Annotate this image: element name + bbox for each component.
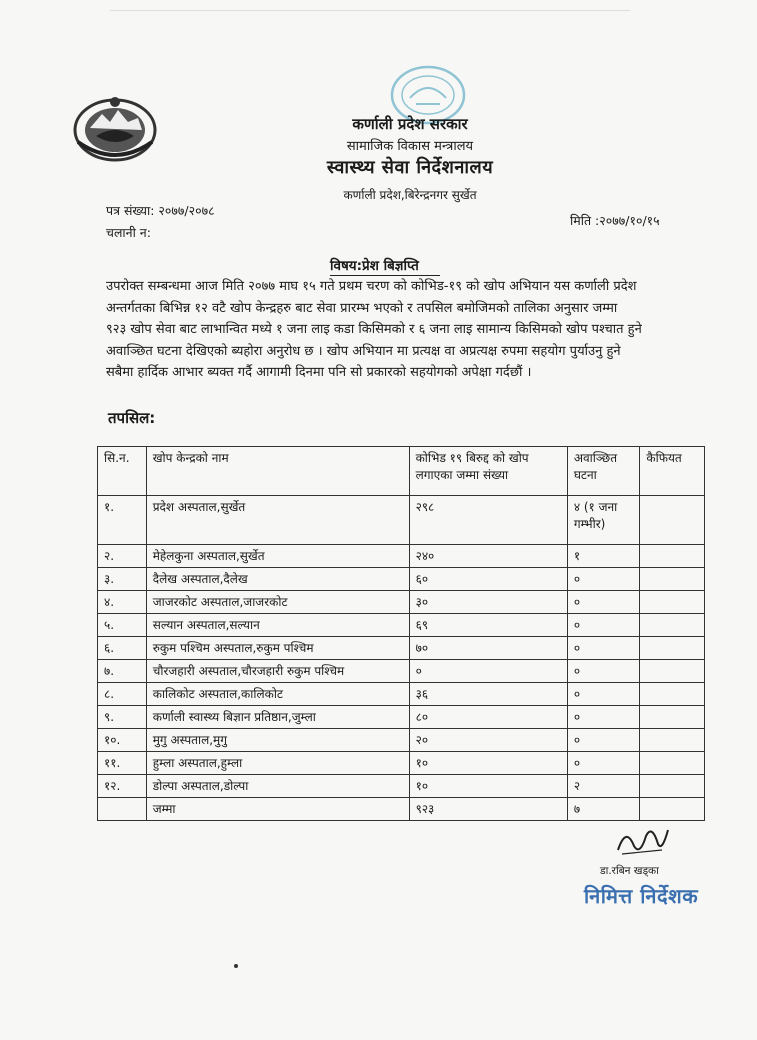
cell-serial	[98, 798, 147, 821]
table-row	[98, 752, 705, 775]
cell-adverse: ०	[567, 637, 640, 660]
body-line: सबैमा हार्दिक आभार ब्यक्त गर्दै आगामी दिनमा पनि सो प्रकारको सहयोगको अपेक्षा गर्दछौं ।	[106, 365, 532, 380]
cell-serial: ५.	[98, 614, 147, 637]
cell-count: १०	[409, 752, 567, 775]
cell-count: २९८	[409, 496, 567, 545]
cell-center-name: कर्णाली स्वास्थ्य बिज्ञान प्रतिष्ठान,जुम्ला	[146, 706, 409, 729]
cell-center-name: रुकुम पश्चिम अस्पताल,रुकुम पश्चिम	[146, 637, 409, 660]
table-row	[98, 706, 705, 729]
scan-edge-line	[110, 10, 630, 11]
cell-count: ७०	[409, 637, 567, 660]
cell-remark	[640, 798, 705, 821]
cell-remark	[640, 729, 705, 752]
table-total-row	[98, 798, 705, 821]
cell-serial: ४.	[98, 591, 147, 614]
cell-serial: ३.	[98, 568, 147, 591]
table-row	[98, 637, 705, 660]
cell-adverse: ०	[567, 568, 640, 591]
cell-count: ३०	[409, 591, 567, 614]
column-header-remarks: कैफियत	[640, 447, 705, 496]
cell-remark	[640, 706, 705, 729]
cell-count: ३६	[409, 683, 567, 706]
nepal-government-emblem-icon	[72, 92, 158, 164]
cell-center-name: दैलेख अस्पताल,दैलेख	[146, 568, 409, 591]
cell-adverse: ०	[567, 660, 640, 683]
cell-serial: ९.	[98, 706, 147, 729]
signatory-title-stamp: निमित्त निर्देशक	[584, 884, 699, 908]
table-row	[98, 660, 705, 683]
cell-remark	[640, 660, 705, 683]
body-line: अन्तर्गतका बिभिन्न १२ वटै खोप केन्द्रहरु बाट सेवा प्रारम्भ भएको र तपसिल बमोजिमको तालिका अनुसार जम्मा	[106, 300, 618, 316]
cell-serial: ६.	[98, 637, 147, 660]
body-line: ९२३ खोप सेवा बाट लाभान्वित मध्ये १ जना लाइ कडा किसिमको र ६ जना लाइ सामान्य किसिमको खोप पश्चात हुने	[106, 322, 642, 337]
cell-center-name: मेहेलकुना अस्पताल,सुर्खेत	[146, 545, 409, 568]
cell-serial: ११.	[98, 752, 147, 775]
table-row	[98, 496, 705, 545]
scan-speck	[234, 964, 238, 968]
cell-center-name: डोल्पा अस्पताल,डोल्पा	[146, 775, 409, 798]
cell-adverse: १	[567, 545, 640, 568]
cell-adverse: ०	[567, 591, 640, 614]
press-release-body	[106, 276, 718, 384]
cell-center-name: जाजरकोट अस्पताल,जाजरकोट	[146, 591, 409, 614]
table-row	[98, 568, 705, 591]
cell-count: २०	[409, 729, 567, 752]
table-header-row	[98, 447, 705, 496]
table-row	[98, 775, 705, 798]
cell-remark	[640, 683, 705, 706]
cell-remark	[640, 752, 705, 775]
subject-line: विषय:प्रेश बिज्ञप्ति	[330, 258, 419, 274]
cell-remark	[640, 496, 705, 545]
cell-center-name: कालिकोट अस्पताल,कालिकोट	[146, 683, 409, 706]
cell-serial: १०.	[98, 729, 147, 752]
letter-date: मिति :२०७७/१०/१५	[570, 213, 660, 228]
cell-count: ६०	[409, 568, 567, 591]
table-row	[98, 729, 705, 752]
cell-count: १०	[409, 775, 567, 798]
column-header-serial: सि.न.	[98, 447, 147, 496]
details-label: तपसिल:	[108, 409, 156, 427]
cell-remark	[640, 568, 705, 591]
column-header-vaccinated-count: कोभिड १९ बिरुद्द को खोप लगाएका जम्मा संख्या	[409, 447, 567, 496]
cell-center-name: मुगु अस्पताल,मुगु	[146, 729, 409, 752]
cell-serial: २.	[98, 545, 147, 568]
dispatch-number: चलानी न:	[106, 225, 151, 240]
table-row	[98, 591, 705, 614]
directorate-name: स्वास्थ्य सेवा निर्देशनालय	[326, 157, 494, 178]
cell-adverse: ०	[567, 683, 640, 706]
body-line: उपरोक्त सम्बन्धमा आज मिति २०७७ माघ १५ गते प्रथम चरण को कोभिड-१९ को खोप अभियान यस कर्णाली प्रदेश	[106, 279, 637, 294]
cell-center-name: प्रदेश अस्पताल,सुर्खेत	[146, 496, 409, 545]
cell-adverse: ४ (१ जना गम्भीर)	[567, 496, 640, 545]
column-header-center-name: खोप केन्द्रको नाम	[146, 447, 409, 496]
cell-count: ८०	[409, 706, 567, 729]
cell-adverse: ०	[567, 752, 640, 775]
cell-remark	[640, 775, 705, 798]
cell-serial: ७.	[98, 660, 147, 683]
signatory-name: डा.रबिन खड्का	[600, 865, 659, 877]
cell-serial: १.	[98, 496, 147, 545]
cell-remark	[640, 637, 705, 660]
cell-center-name: सल्यान अस्पताल,सल्यान	[146, 614, 409, 637]
cell-adverse: ०	[567, 729, 640, 752]
cell-total-label: जम्मा	[146, 798, 409, 821]
table-row	[98, 545, 705, 568]
table-body	[98, 496, 705, 821]
cell-serial: १२.	[98, 775, 147, 798]
cell-remark	[640, 614, 705, 637]
table-row	[98, 614, 705, 637]
cell-remark	[640, 545, 705, 568]
cell-adverse: ०	[567, 706, 640, 729]
vaccination-centers-table	[97, 446, 705, 821]
cell-total-adverse: ७	[567, 798, 640, 821]
cell-adverse: २	[567, 775, 640, 798]
cell-center-name: हुम्ला अस्पताल,हुम्ला	[146, 752, 409, 775]
signature-scribble	[612, 820, 672, 860]
column-header-adverse-events: अवाञ्छित घटना	[567, 447, 640, 496]
government-name: कर्णाली प्रदेश सरकार	[352, 115, 468, 133]
cell-serial: ८.	[98, 683, 147, 706]
cell-total-count: ९२३	[409, 798, 567, 821]
cell-adverse: ०	[567, 614, 640, 637]
letter-reference-number: पत्र संख्या: २०७७/२०७८	[106, 203, 215, 218]
ministry-name: सामाजिक विकास मन्त्रालय	[346, 139, 474, 154]
cell-center-name: चौरजहारी अस्पताल,चौरजहारी रुकुम पश्चिम	[146, 660, 409, 683]
cell-count: ६९	[409, 614, 567, 637]
cell-count: ०	[409, 660, 567, 683]
cell-remark	[640, 591, 705, 614]
office-address: कर्णाली प्रदेश,बिरेन्द्रनगर सुर्खेत	[343, 188, 477, 202]
cell-count: २४०	[409, 545, 567, 568]
body-line: अवाञ्छित घटना देखिएको ब्यहोरा अनुरोध छ । खोप अभियान मा प्रत्यक्ष वा अप्रत्यक्ष रुपमा सहयोग पुर्याउनु हुने	[106, 343, 621, 359]
table-row	[98, 683, 705, 706]
